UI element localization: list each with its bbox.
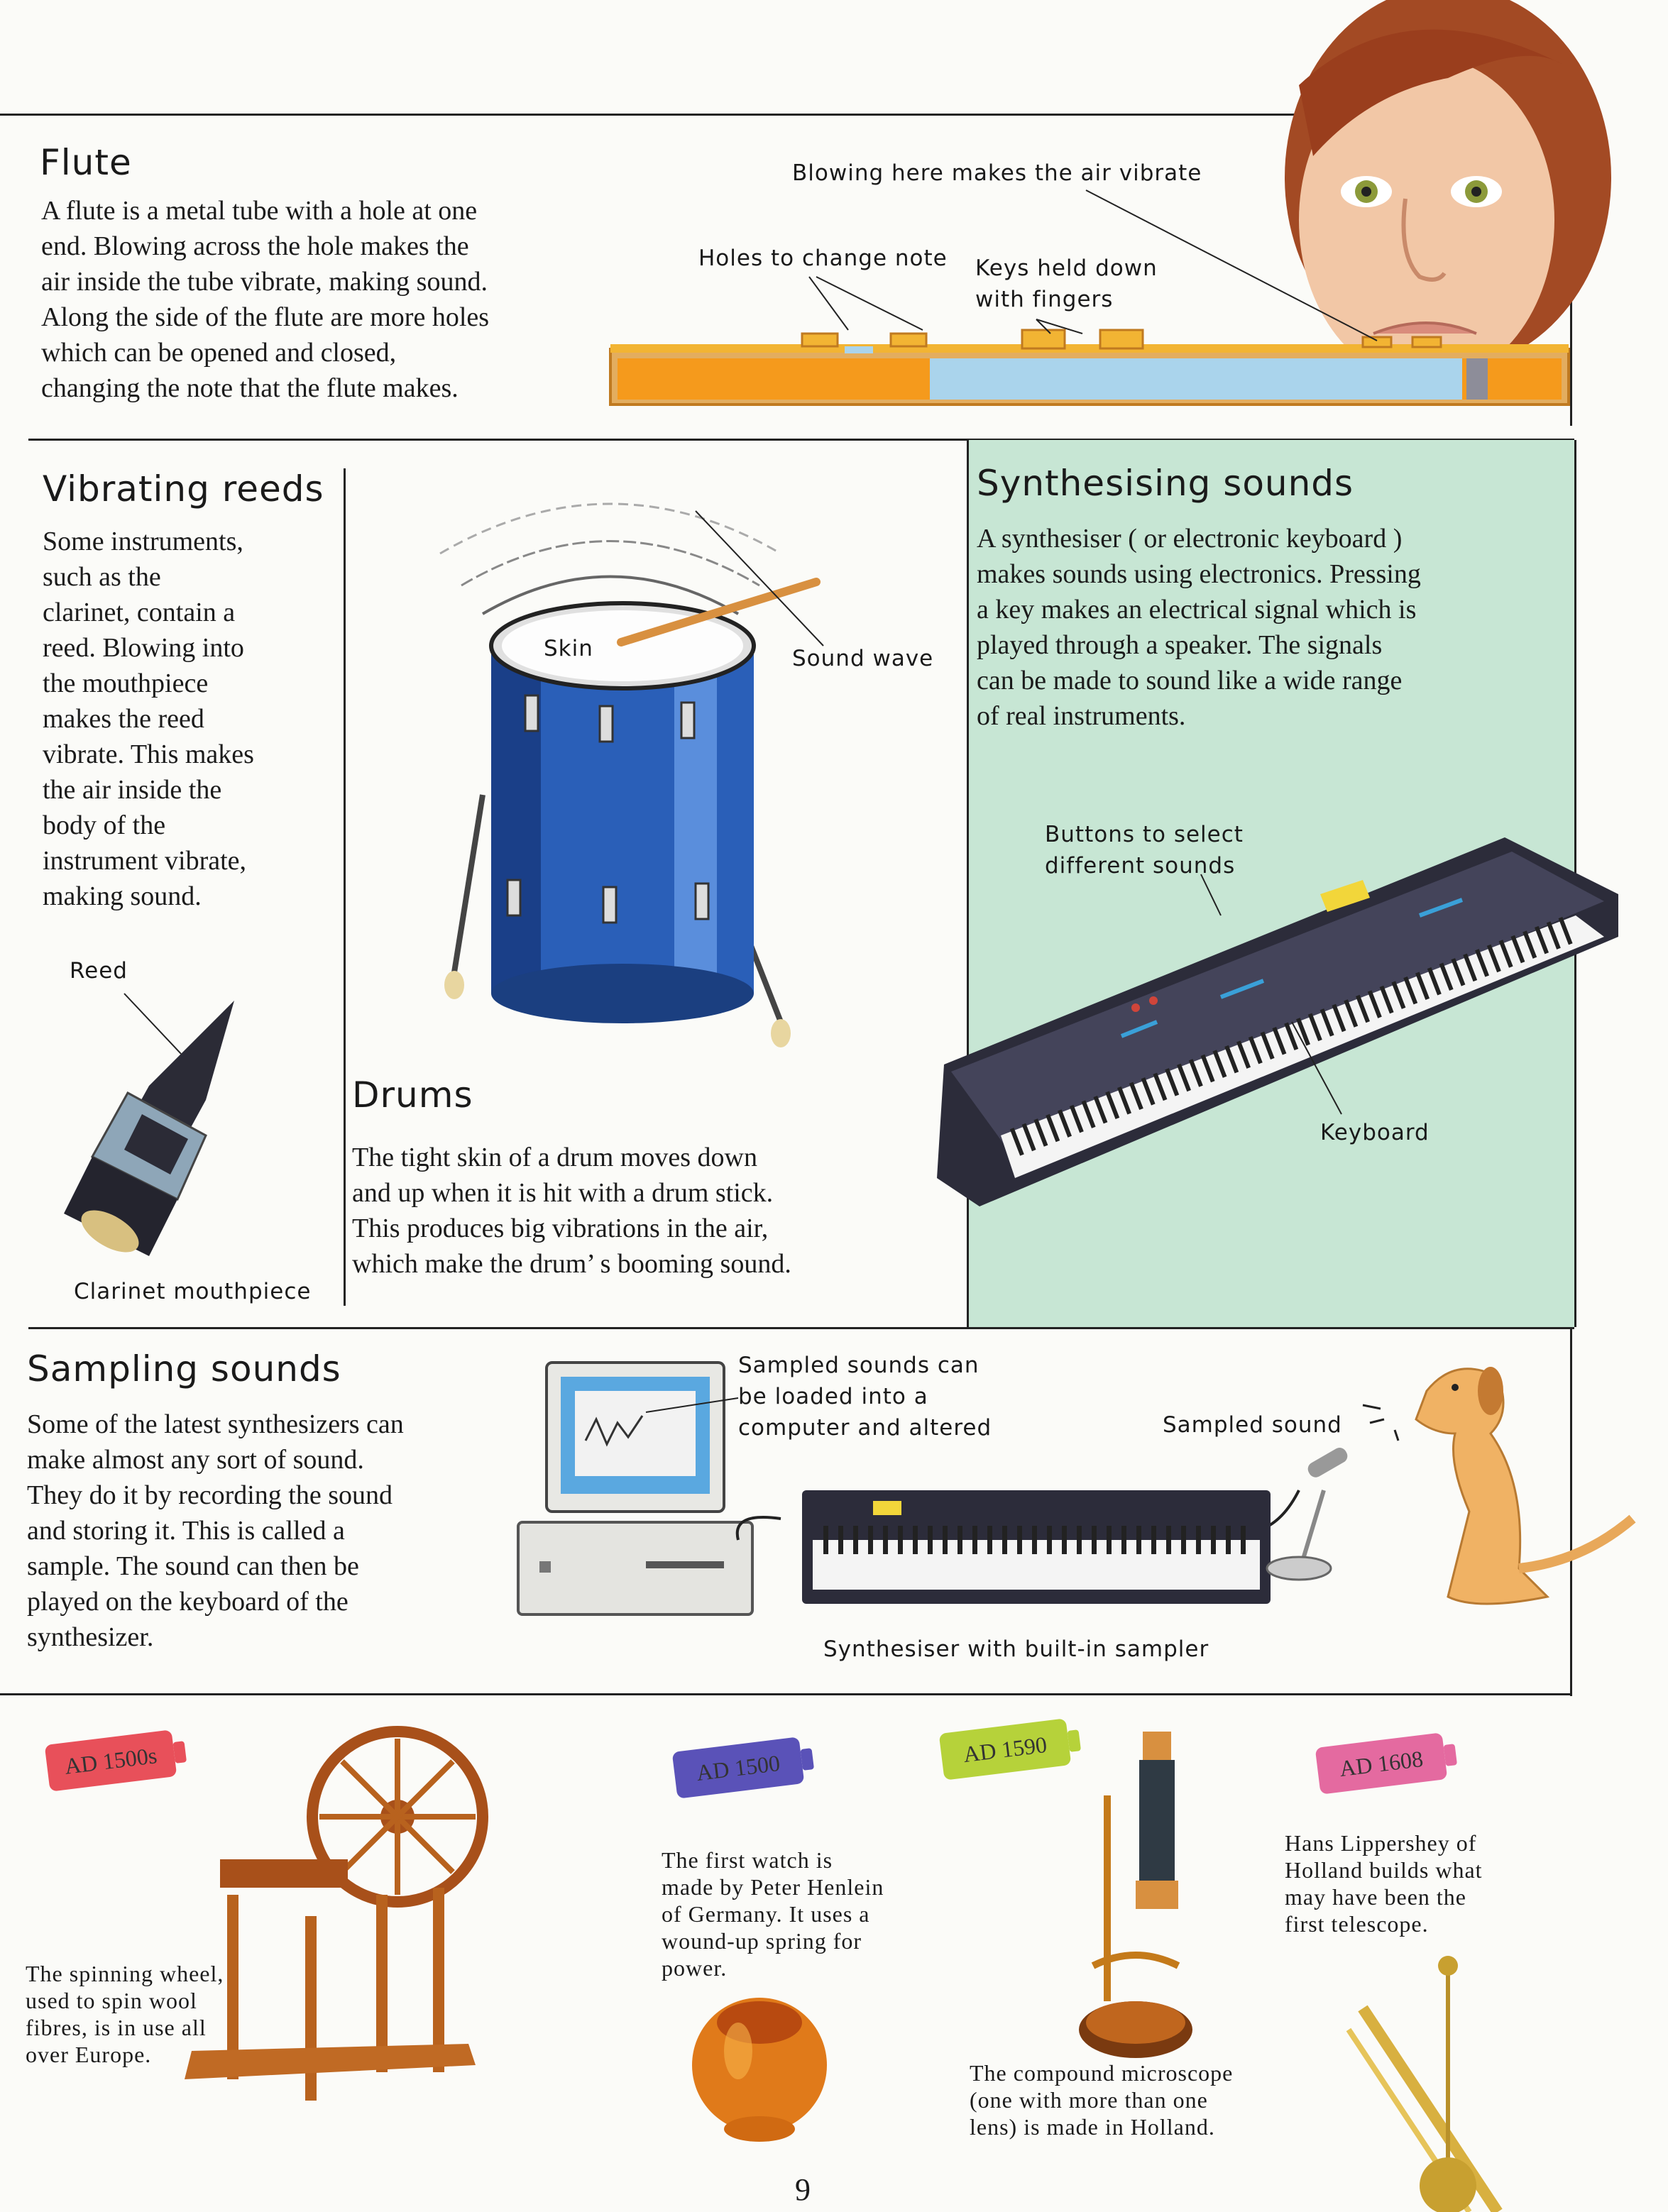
timeline-text-2: The first watch is made by Peter Henlein of Germany. It uses a wound-up spring for power.	[662, 1847, 884, 1981]
computer-illustration	[518, 1355, 752, 1618]
timeline-text-1: The spinning wheel, used to spin wool fibres, is in use all over Europe.	[26, 1961, 224, 2067]
watch-illustration	[688, 1987, 830, 2157]
sampler-keyboard-illustration	[738, 1462, 1377, 1618]
reeds-text: Some instruments, such as the clarinet, contain a reed. Blowing into the mouthpiece makes the reed vibrate. This makes the air inside the body of the instrument vibrate, making sound.	[43, 527, 254, 911]
date-badge-1-text: AD 1500s	[62, 1741, 158, 1779]
label-buttons: Buttons to select different sounds	[1045, 822, 1244, 879]
drums-title: Drums	[352, 1074, 473, 1116]
label-skin: Skin	[544, 636, 593, 661]
label-reed: Reed	[70, 958, 128, 984]
date-badge-3	[939, 1718, 1072, 1780]
reeds-title: Vibrating reeds	[43, 468, 324, 510]
label-clarinet-mouthpiece: Clarinet mouthpiece	[74, 1279, 312, 1304]
date-badge-4-text: AD 1608	[1338, 1745, 1425, 1781]
synth-title: Synthesising sounds	[977, 463, 1354, 504]
sampling-text: Some of the latest synthesizers can make almost any sort of sound. They do it by recording the sound and storing it. This is called a sample. The sound can then be played on the keyboard of the synthesizer.	[27, 1409, 404, 1652]
sampling-top-rule	[28, 1327, 1574, 1329]
label-sampled-sound: Sampled sound	[1163, 1412, 1342, 1438]
synth-text: A synthesiser ( or electronic keyboard ) makes sounds using electronics. Pressing a key makes an electrical signal which is played through a speaker. The signals can be made to sound like a wide range of real instruments.	[977, 524, 1421, 731]
label-sound-wave: Sound wave	[792, 646, 934, 671]
dog-illustration	[1349, 1341, 1661, 1639]
flute-title: Flute	[40, 142, 132, 183]
date-badge-1	[45, 1729, 177, 1791]
microscope-illustration	[1065, 1732, 1207, 2065]
label-holes: Holes to change note	[698, 246, 948, 271]
label-blowing: Blowing here makes the air vibrate	[792, 160, 1202, 186]
telescope-illustration	[1341, 1952, 1554, 2212]
drum-illustration	[397, 461, 951, 1072]
label-keys: Keys held down with fingers	[975, 255, 1158, 312]
date-badge-2-text: AD 1500	[695, 1749, 781, 1785]
sampling-title: Sampling sounds	[27, 1348, 341, 1390]
date-badge-4	[1315, 1732, 1448, 1794]
page-number: 9	[795, 2172, 811, 2207]
flute-text: A flute is a metal tube with a hole at one end. Blowing across the hole makes the air inside the tube vibrate, making sound. Along the side of the flute are more holes which can be opened and closed, changing the note that the flute makes.	[41, 196, 490, 403]
synthesiser-illustration	[923, 809, 1625, 1235]
date-badge-3-text: AD 1590	[962, 1731, 1048, 1767]
timeline-top-rule	[0, 1693, 1572, 1695]
date-badge-2	[672, 1737, 805, 1798]
label-keyboard: Keyboard	[1320, 1120, 1430, 1145]
drums-text: The tight skin of a drum moves down and up when it is hit with a drum stick. This produces big vibrations in the air, which make the drum’ s booming sound.	[352, 1143, 791, 1279]
timeline-text-4: Hans Lippershey of Holland builds what may have been the first telescope.	[1285, 1830, 1483, 1937]
label-synth-sampler: Synthesiser with built-in sampler	[823, 1636, 1209, 1662]
clarinet-mouthpiece-illustration	[43, 986, 256, 1270]
timeline-text-3: The compound microscope (one with more than one lens) is made in Holland.	[970, 2060, 1234, 2140]
reeds-divider	[344, 468, 346, 1306]
label-computer: Sampled sounds can be loaded into a computer and altered	[738, 1353, 992, 1441]
